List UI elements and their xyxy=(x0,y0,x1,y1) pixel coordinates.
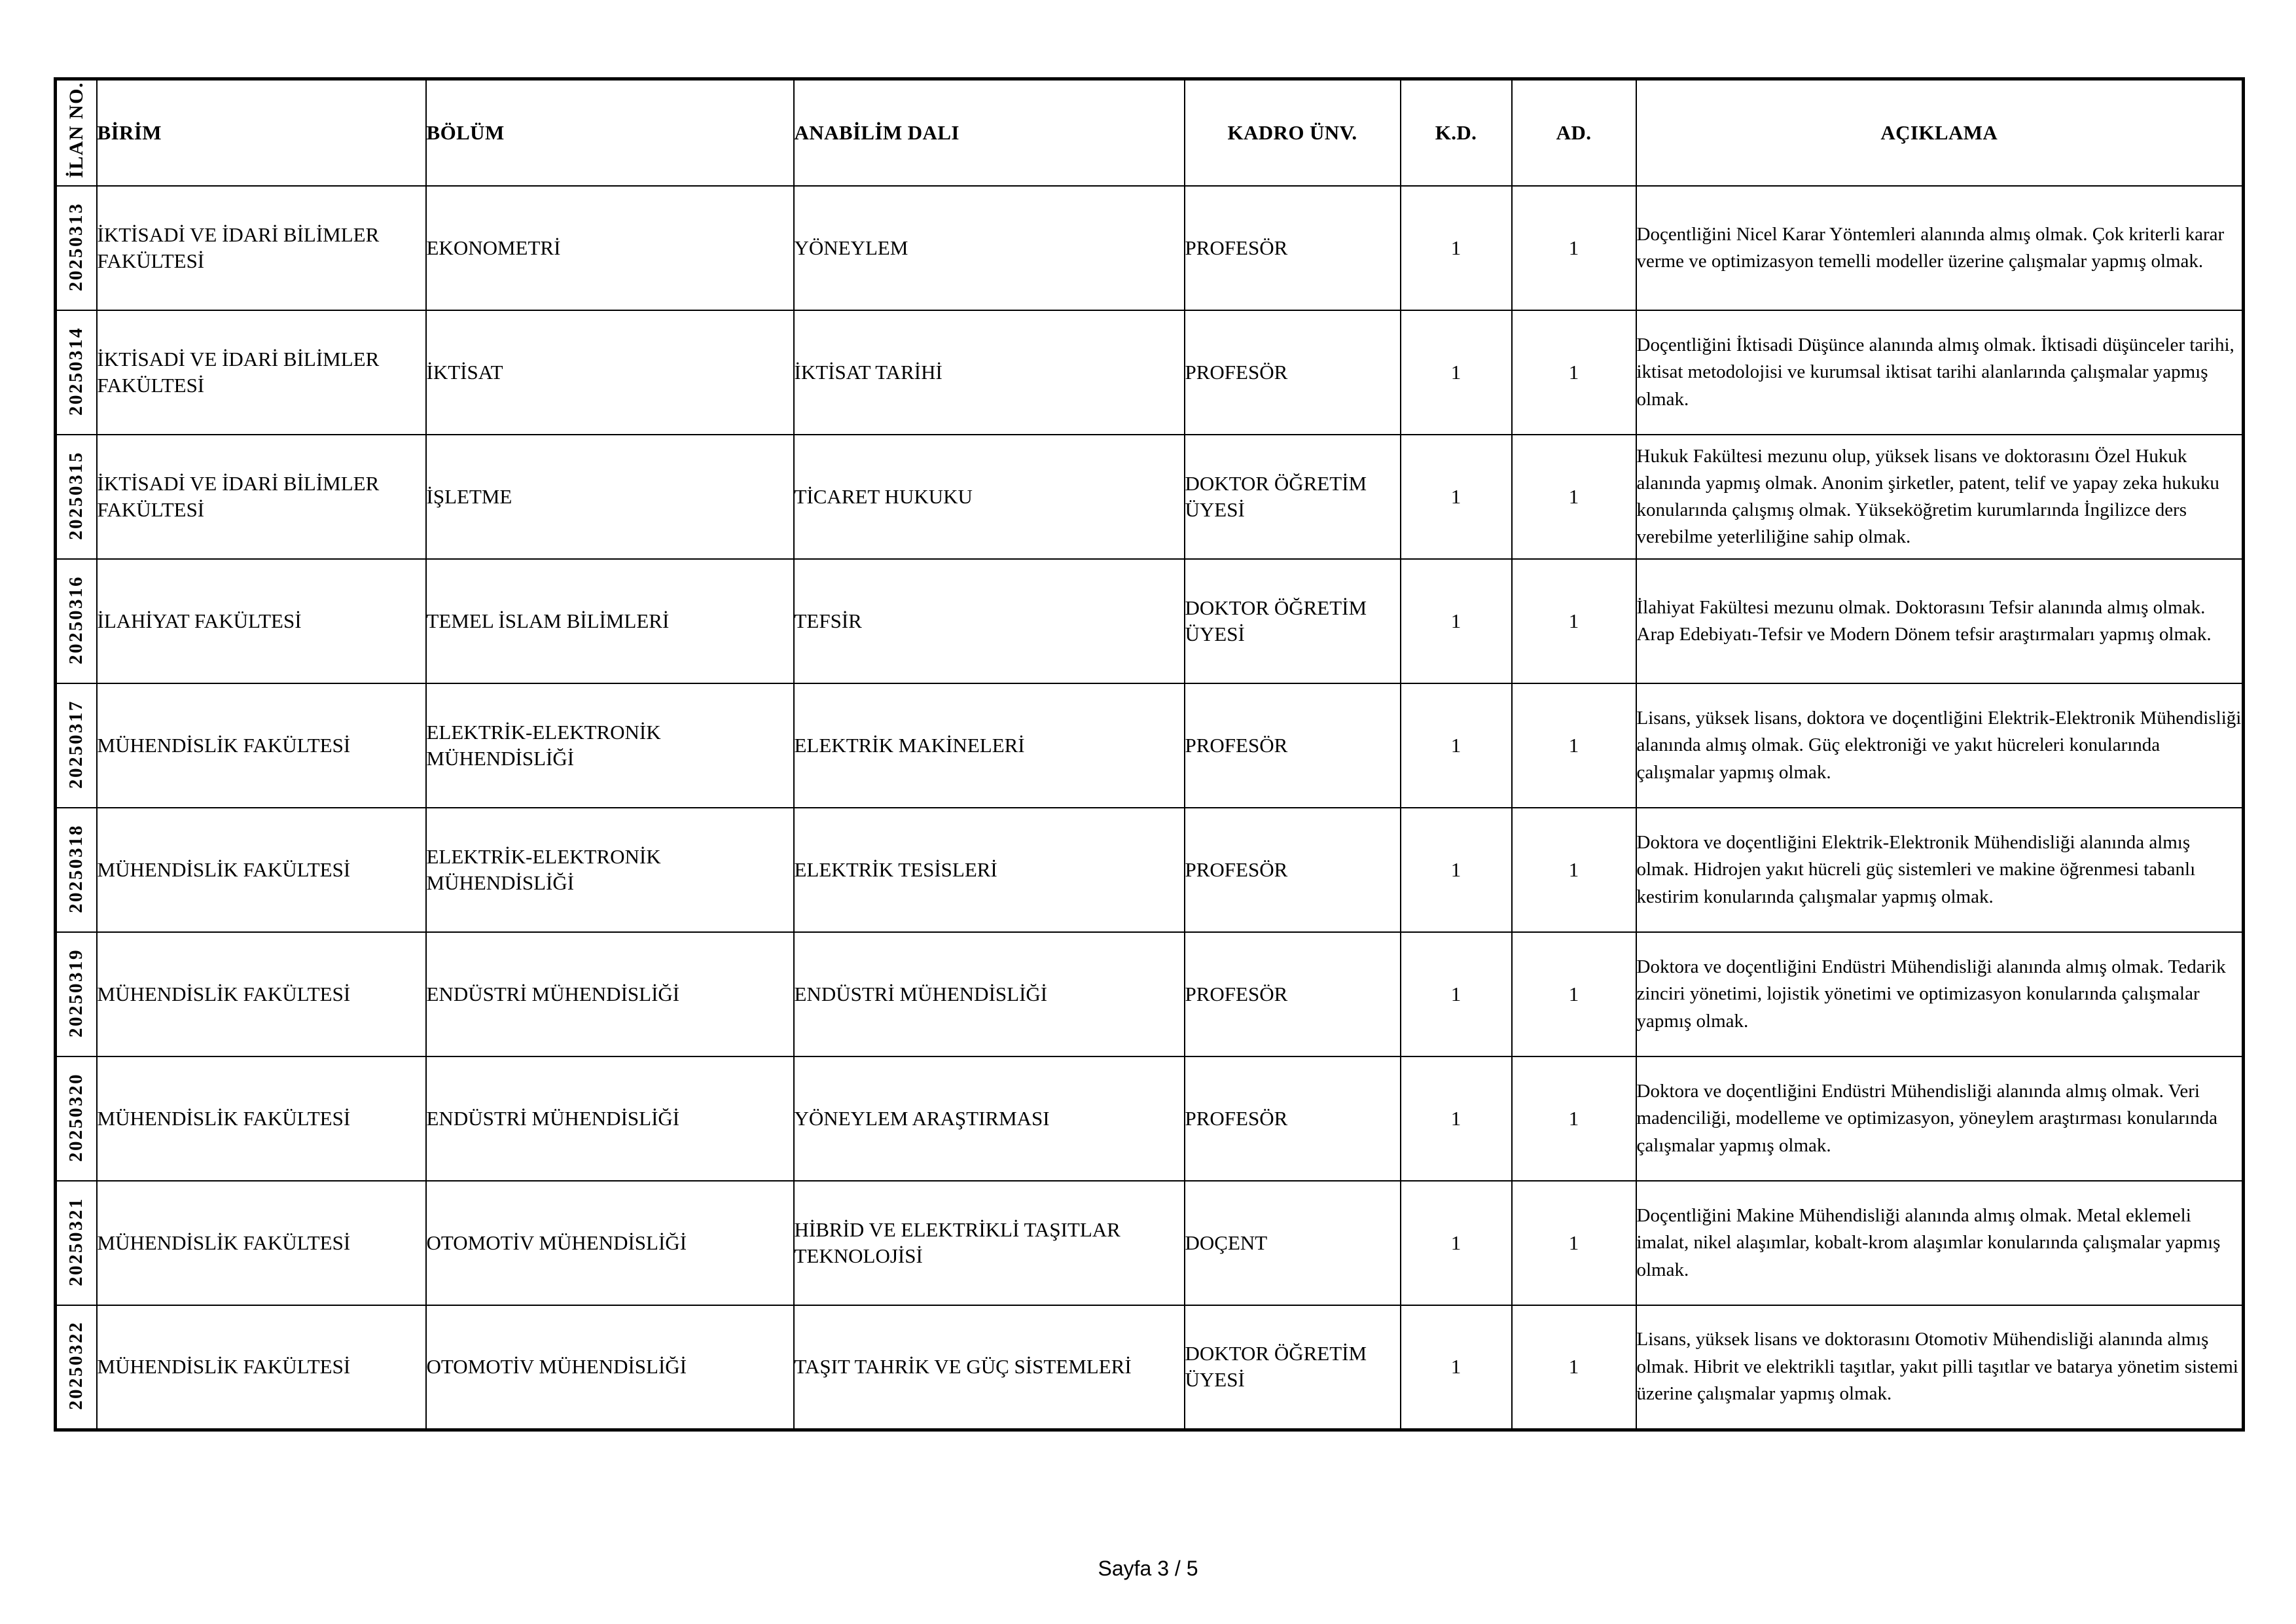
cell-ad: 1 xyxy=(1512,808,1636,932)
table-row xyxy=(56,683,2244,808)
table-header-row xyxy=(56,79,2244,187)
cell-anabilim-dali: YÖNEYLEM xyxy=(794,186,1185,310)
cell-kd: 1 xyxy=(1401,808,1512,932)
cell-anabilim-dali: ENDÜSTRİ MÜHENDİSLİĞİ xyxy=(794,932,1185,1056)
cell-kadro-unv: DOKTOR ÖĞRETİM ÜYESİ xyxy=(1185,1305,1401,1430)
cell-birim: MÜHENDİSLİK FAKÜLTESİ xyxy=(97,932,426,1056)
cell-aciklama: Lisans, yüksek lisans ve doktorasını Otomotiv Mühendisliği alanında almış olmak. Hibrit ve elektrikli taşıtlar, yakıt pilli taşıtlar ve batarya yönetim sistemi üzerine çalışmalar yapmış olmak. xyxy=(1636,1305,2244,1430)
cell-aciklama: Doktora ve doçentliğini Elektrik-Elektronik Mühendisliği alanında almış olmak. Hidrojen yakıt hücreli güç sistemleri ve makine öğrenmesi tabanlı kestirim konularında çalışmalar yapmış olmak. xyxy=(1636,808,2244,932)
cell-birim: İKTİSADİ VE İDARİ BİLİMLER FAKÜLTESİ xyxy=(97,186,426,310)
column-header-kadro-unv: KADRO ÜNV. xyxy=(1185,79,1401,187)
cell-ad: 1 xyxy=(1512,186,1636,310)
cell-kd: 1 xyxy=(1401,559,1512,683)
cell-aciklama: Doktora ve doçentliğini Endüstri Mühendisliği alanında almış olmak. Veri madenciliği, modelleme ve optimizasyon, yöneylem araştırması konularında çalışmalar yapmış olmak. xyxy=(1636,1056,2244,1181)
cell-kadro-unv: PROFESÖR xyxy=(1185,683,1401,808)
cell-ilan-no xyxy=(56,435,97,559)
cell-bolum: ELEKTRİK-ELEKTRONİK MÜHENDİSLİĞİ xyxy=(426,683,794,808)
cell-birim: MÜHENDİSLİK FAKÜLTESİ xyxy=(97,1305,426,1430)
cell-bolum: İKTİSAT xyxy=(426,310,794,435)
cell-ilan-no xyxy=(56,808,97,932)
table-row xyxy=(56,186,2244,310)
cell-ad: 1 xyxy=(1512,1181,1636,1305)
cell-birim: İLAHİYAT FAKÜLTESİ xyxy=(97,559,426,683)
cell-kadro-unv: DOKTOR ÖĞRETİM ÜYESİ xyxy=(1185,435,1401,559)
cell-bolum: OTOMOTİV MÜHENDİSLİĞİ xyxy=(426,1181,794,1305)
table-row xyxy=(56,435,2244,559)
cell-aciklama: İlahiyat Fakültesi mezunu olmak. Doktorasını Tefsir alanında almış olmak. Arap Edebiyatı-Tefsir ve Modern Dönem tefsir araştırmaları yapmış olmak. xyxy=(1636,559,2244,683)
cell-anabilim-dali: ELEKTRİK TESİSLERİ xyxy=(794,808,1185,932)
cell-ad: 1 xyxy=(1512,1305,1636,1430)
cell-kd: 1 xyxy=(1401,932,1512,1056)
cell-kd: 1 xyxy=(1401,186,1512,310)
ilan-no-value: 20250317 xyxy=(65,699,87,789)
column-header-aciklama: AÇIKLAMA xyxy=(1636,79,2244,187)
ilan-no-value: 20250321 xyxy=(65,1197,87,1286)
cell-kd: 1 xyxy=(1401,435,1512,559)
cell-ilan-no xyxy=(56,186,97,310)
cell-ilan-no xyxy=(56,1181,97,1305)
column-header-kd: K.D. xyxy=(1401,79,1512,187)
cell-birim: İKTİSADİ VE İDARİ BİLİMLER FAKÜLTESİ xyxy=(97,310,426,435)
ilan-no-value: 20250316 xyxy=(65,575,87,664)
table-row xyxy=(56,1305,2244,1430)
cell-bolum: İŞLETME xyxy=(426,435,794,559)
cell-birim: MÜHENDİSLİK FAKÜLTESİ xyxy=(97,1181,426,1305)
cell-kadro-unv: DOÇENT xyxy=(1185,1181,1401,1305)
cell-aciklama: Doktora ve doçentliğini Endüstri Mühendisliği alanında almış olmak. Tedarik zinciri yönetimi, lojistik yönetimi ve optimizasyon konularında çalışmalar yapmış olmak. xyxy=(1636,932,2244,1056)
table-row xyxy=(56,1181,2244,1305)
cell-bolum: EKONOMETRİ xyxy=(426,186,794,310)
academic-positions-table xyxy=(54,77,2245,1432)
cell-kd: 1 xyxy=(1401,683,1512,808)
cell-birim: MÜHENDİSLİK FAKÜLTESİ xyxy=(97,808,426,932)
table-row xyxy=(56,1056,2244,1181)
column-header-bolum: BÖLÜM xyxy=(426,79,794,187)
cell-birim: MÜHENDİSLİK FAKÜLTESİ xyxy=(97,1056,426,1181)
cell-kd: 1 xyxy=(1401,1305,1512,1430)
cell-aciklama: Doçentliğini Makine Mühendisliği alanında almış olmak. Metal eklemeli imalat, nikel alaşımlar, kobalt-krom alaşımlar konularında çalışmalar yapmış olmak. xyxy=(1636,1181,2244,1305)
cell-ad: 1 xyxy=(1512,310,1636,435)
cell-kadro-unv: PROFESÖR xyxy=(1185,310,1401,435)
ilan-no-value: 20250314 xyxy=(65,326,87,416)
cell-kadro-unv: PROFESÖR xyxy=(1185,1056,1401,1181)
cell-kd: 1 xyxy=(1401,310,1512,435)
cell-anabilim-dali: TİCARET HUKUKU xyxy=(794,435,1185,559)
cell-kd: 1 xyxy=(1401,1056,1512,1181)
cell-ilan-no xyxy=(56,932,97,1056)
cell-anabilim-dali: İKTİSAT TARİHİ xyxy=(794,310,1185,435)
cell-birim: MÜHENDİSLİK FAKÜLTESİ xyxy=(97,683,426,808)
cell-aciklama: Doçentliğini İktisadi Düşünce alanında almış olmak. İktisadi düşünceler tarihi, iktisat metodolojisi ve kurumsal iktisat tarihi alanlarında çalışmalar yapmış olmak. xyxy=(1636,310,2244,435)
column-header-ilan-no-label: İLAN NO. xyxy=(65,82,87,179)
cell-kadro-unv: PROFESÖR xyxy=(1185,808,1401,932)
column-header-ad: AD. xyxy=(1512,79,1636,187)
cell-anabilim-dali: TEFSİR xyxy=(794,559,1185,683)
ilan-no-value: 20250313 xyxy=(65,202,87,291)
cell-bolum: ENDÜSTRİ MÜHENDİSLİĞİ xyxy=(426,932,794,1056)
cell-ilan-no xyxy=(56,559,97,683)
cell-birim: İKTİSADİ VE İDARİ BİLİMLER FAKÜLTESİ xyxy=(97,435,426,559)
cell-kd: 1 xyxy=(1401,1181,1512,1305)
ilan-no-value: 20250315 xyxy=(65,450,87,540)
cell-kadro-unv: PROFESÖR xyxy=(1185,186,1401,310)
ilan-no-value: 20250319 xyxy=(65,948,87,1038)
table-row xyxy=(56,559,2244,683)
table-row xyxy=(56,310,2244,435)
cell-bolum: ENDÜSTRİ MÜHENDİSLİĞİ xyxy=(426,1056,794,1181)
ilan-no-value: 20250318 xyxy=(65,823,87,913)
cell-ilan-no xyxy=(56,310,97,435)
cell-ilan-no xyxy=(56,683,97,808)
cell-bolum: ELEKTRİK-ELEKTRONİK MÜHENDİSLİĞİ xyxy=(426,808,794,932)
cell-ad: 1 xyxy=(1512,559,1636,683)
ilan-no-value: 20250320 xyxy=(65,1072,87,1162)
cell-kadro-unv: PROFESÖR xyxy=(1185,932,1401,1056)
ilan-no-value: 20250322 xyxy=(65,1320,87,1410)
cell-anabilim-dali: YÖNEYLEM ARAŞTIRMASI xyxy=(794,1056,1185,1181)
cell-anabilim-dali: HİBRİD VE ELEKTRİKLİ TAŞITLAR TEKNOLOJİSİ xyxy=(794,1181,1185,1305)
cell-ilan-no xyxy=(56,1305,97,1430)
table-header xyxy=(56,79,2244,187)
cell-bolum: OTOMOTİV MÜHENDİSLİĞİ xyxy=(426,1305,794,1430)
cell-anabilim-dali: TAŞIT TAHRİK VE GÜÇ SİSTEMLERİ xyxy=(794,1305,1185,1430)
cell-ad: 1 xyxy=(1512,932,1636,1056)
cell-bolum: TEMEL İSLAM BİLİMLERİ xyxy=(426,559,794,683)
table-row xyxy=(56,808,2244,932)
table-body xyxy=(56,186,2244,1430)
cell-anabilim-dali: ELEKTRİK MAKİNELERİ xyxy=(794,683,1185,808)
academic-positions-table-container xyxy=(54,77,2242,1432)
cell-ad: 1 xyxy=(1512,683,1636,808)
cell-aciklama: Hukuk Fakültesi mezunu olup, yüksek lisans ve doktorasını Özel Hukuk alanında yapmış olmak. Anonim şirketler, patent, telif ve yapay zeka hukuku konularında çalışmış olmak. Yükseköğretim kurumlarında İngilizce ders verebilme yeterliliğine sahip olmak. xyxy=(1636,435,2244,559)
cell-aciklama: Lisans, yüksek lisans, doktora ve doçentliğini Elektrik-Elektronik Mühendisliği alanında almış olmak. Güç elektroniği ve yakıt hücreleri konularında çalışmalar yapmış olmak. xyxy=(1636,683,2244,808)
cell-kadro-unv: DOKTOR ÖĞRETİM ÜYESİ xyxy=(1185,559,1401,683)
column-header-birim: BİRİM xyxy=(97,79,426,187)
page-footer: Sayfa 3 / 5 xyxy=(1098,1557,1198,1580)
cell-aciklama: Doçentliğini Nicel Karar Yöntemleri alanında almış olmak. Çok kriterli karar verme ve optimizasyon temelli modeller üzerine çalışmalar yapmış olmak. xyxy=(1636,186,2244,310)
cell-ad: 1 xyxy=(1512,1056,1636,1181)
column-header-anabilim-dali: ANABİLİM DALI xyxy=(794,79,1185,187)
column-header-ilan-no xyxy=(56,79,97,187)
cell-ilan-no xyxy=(56,1056,97,1181)
cell-ad: 1 xyxy=(1512,435,1636,559)
table-row xyxy=(56,932,2244,1056)
